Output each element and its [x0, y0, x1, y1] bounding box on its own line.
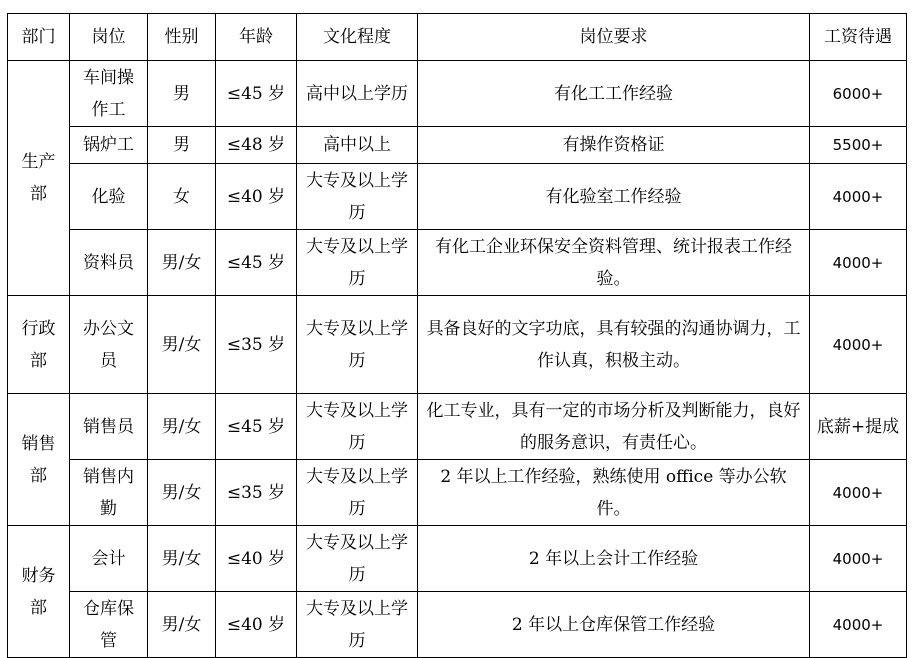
requirement-cell: 有化验室工作经验 [418, 164, 810, 230]
position-cell: 销售内勤 [70, 460, 148, 526]
gender-cell: 男/女 [148, 526, 216, 592]
gender-cell: 男/女 [148, 230, 216, 296]
table-row [8, 127, 907, 164]
age-cell: ≤45 岁 [216, 394, 297, 460]
table-row [8, 296, 907, 394]
age-cell: ≤35 岁 [216, 460, 297, 526]
gender-cell: 男 [148, 61, 216, 127]
table-row [8, 592, 907, 658]
age-cell: ≤35 岁 [216, 296, 297, 394]
gender-cell: 男/女 [148, 296, 216, 394]
requirement-cell: 有化工企业环保安全资料管理、统计报表工作经验。 [418, 230, 810, 296]
header-position: 岗位 [70, 14, 148, 61]
department-cell: 销售部 [8, 394, 70, 526]
position-cell: 锅炉工 [70, 127, 148, 164]
table-row [8, 394, 907, 460]
age-cell: ≤40 岁 [216, 164, 297, 230]
position-cell: 车间操作工 [70, 61, 148, 127]
position-cell: 化验 [70, 164, 148, 230]
header-department: 部门 [8, 14, 70, 61]
department-cell: 行政部 [8, 296, 70, 394]
age-cell: ≤40 岁 [216, 526, 297, 592]
gender-cell: 男/女 [148, 592, 216, 658]
position-cell: 会计 [70, 526, 148, 592]
header-row [8, 14, 907, 61]
table-row [8, 164, 907, 230]
gender-cell: 女 [148, 164, 216, 230]
header-requirement: 岗位要求 [418, 14, 810, 61]
recruitment-table [7, 13, 907, 658]
header-gender: 性别 [148, 14, 216, 61]
requirement-cell: 有操作资格证 [418, 127, 810, 164]
header-salary: 工资待遇 [810, 14, 907, 61]
requirement-cell: 化工专业，具有一定的市场分析及判断能力，良好的服务意识，有责任心。 [418, 394, 810, 460]
age-cell: ≤45 岁 [216, 61, 297, 127]
position-cell: 资料员 [70, 230, 148, 296]
table-row [8, 460, 907, 526]
education-cell: 高中以上 [297, 127, 418, 164]
requirement-cell: 具备良好的文字功底，具有较强的沟通协调力，工作认真，积极主动。 [418, 296, 810, 394]
salary-cell: 4000+ [810, 164, 907, 230]
table-row [8, 526, 907, 592]
education-cell: 大专及以上学历 [297, 296, 418, 394]
age-cell: ≤48 岁 [216, 127, 297, 164]
education-cell: 大专及以上学历 [297, 230, 418, 296]
department-cell: 生产部 [8, 61, 70, 296]
salary-cell: 6000+ [810, 61, 907, 127]
position-cell: 仓库保管 [70, 592, 148, 658]
salary-cell: 底薪+提成 [810, 394, 907, 460]
education-cell: 大专及以上学历 [297, 592, 418, 658]
education-cell: 大专及以上学历 [297, 164, 418, 230]
requirement-cell: 有化工工作经验 [418, 61, 810, 127]
requirement-cell: 2 年以上仓库保管工作经验 [418, 592, 810, 658]
salary-cell: 4000+ [810, 592, 907, 658]
education-cell: 大专及以上学历 [297, 394, 418, 460]
gender-cell: 男/女 [148, 394, 216, 460]
salary-cell: 4000+ [810, 230, 907, 296]
position-cell: 销售员 [70, 394, 148, 460]
age-cell: ≤40 岁 [216, 592, 297, 658]
gender-cell: 男 [148, 127, 216, 164]
header-education: 文化程度 [297, 14, 418, 61]
table-row [8, 230, 907, 296]
education-cell: 高中以上学历 [297, 61, 418, 127]
education-cell: 大专及以上学历 [297, 526, 418, 592]
requirement-cell: 2 年以上工作经验，熟练使用 office 等办公软件。 [418, 460, 810, 526]
table-row [8, 61, 907, 127]
requirement-cell: 2 年以上会计工作经验 [418, 526, 810, 592]
education-cell: 大专及以上学历 [297, 460, 418, 526]
salary-cell: 4000+ [810, 526, 907, 592]
age-cell: ≤45 岁 [216, 230, 297, 296]
header-age: 年龄 [216, 14, 297, 61]
gender-cell: 男/女 [148, 460, 216, 526]
salary-cell: 5500+ [810, 127, 907, 164]
salary-cell: 4000+ [810, 296, 907, 394]
department-cell: 财务部 [8, 526, 70, 658]
salary-cell: 4000+ [810, 460, 907, 526]
position-cell: 办公文员 [70, 296, 148, 394]
